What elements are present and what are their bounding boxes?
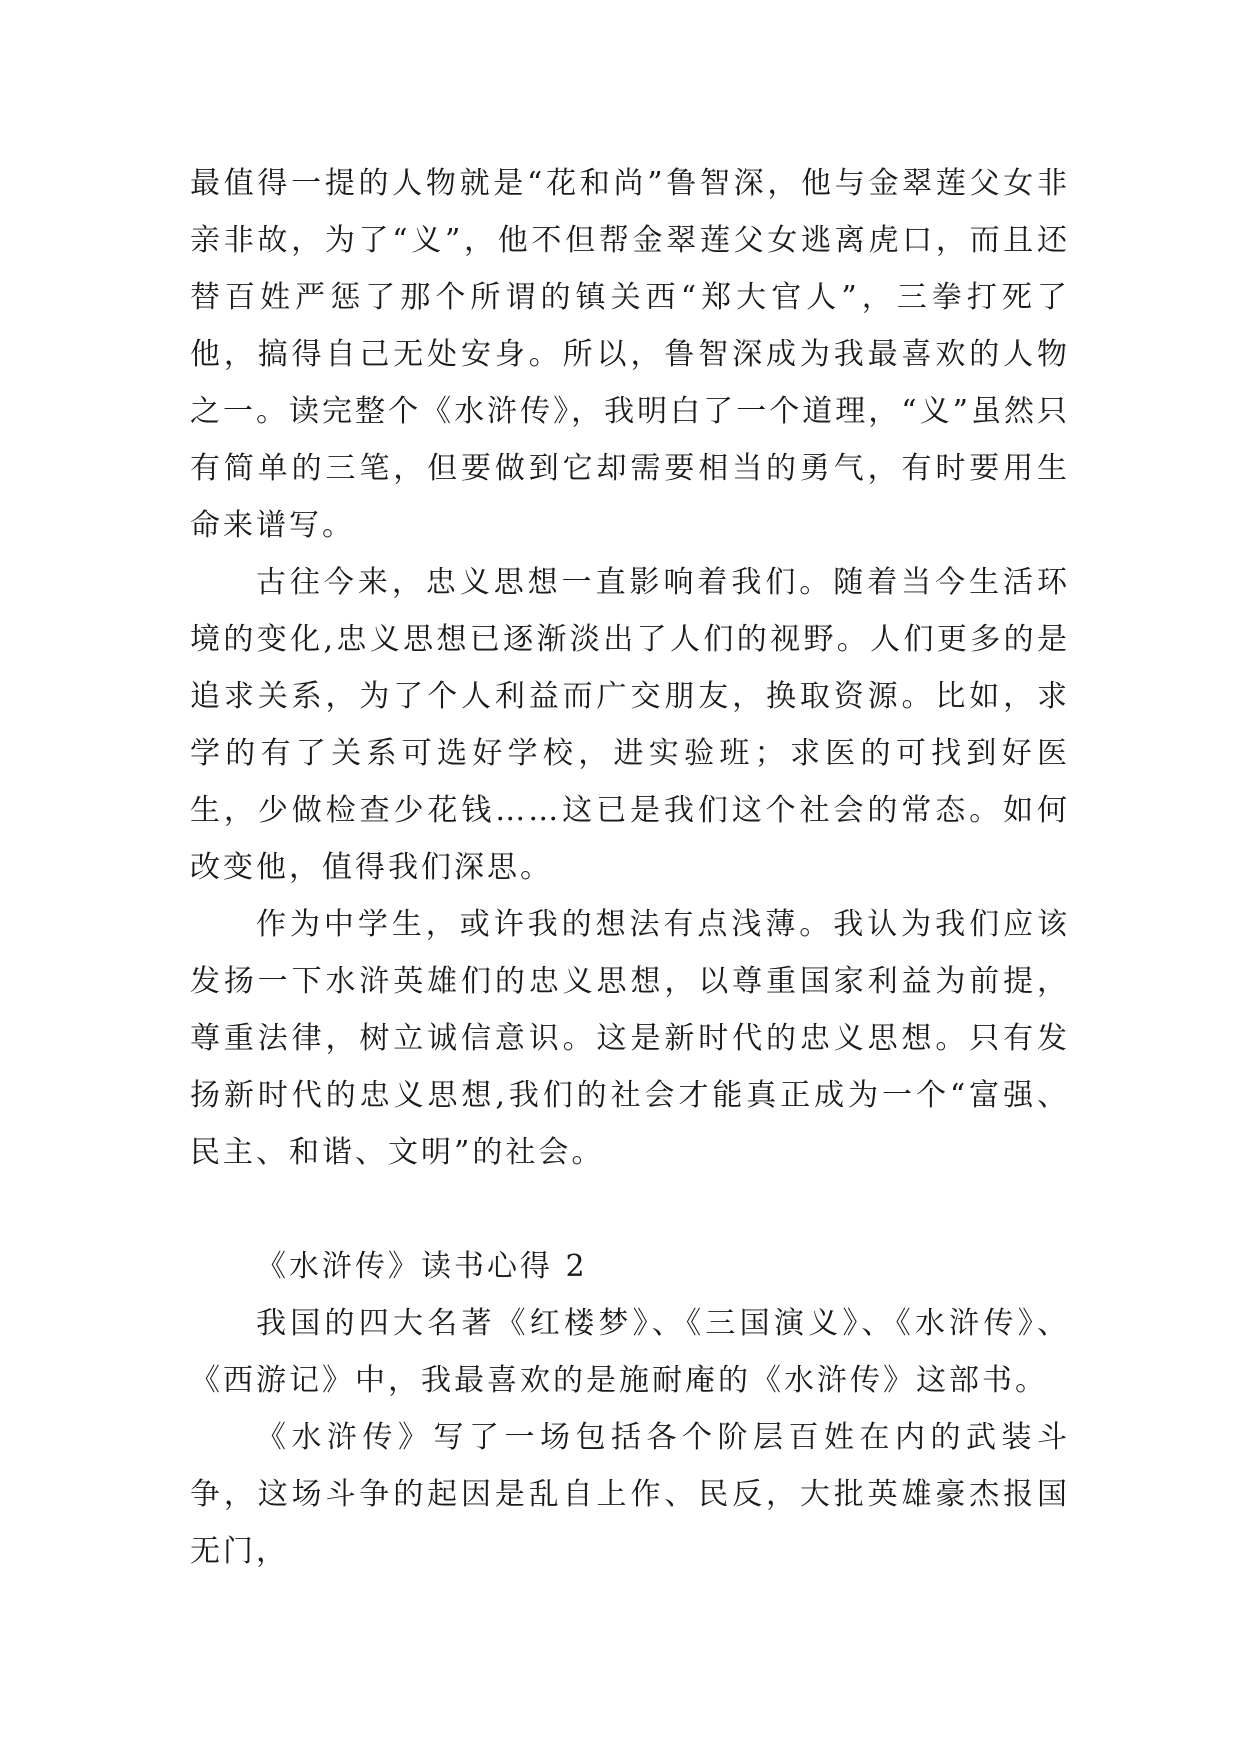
paragraph-four-classics: 我国的四大名著《红楼梦》、《三国演义》、《水浒传》、《西游记》中，我最喜欢的是施耐庵的《水浒传》这部书。 [190,1306,1070,1398]
paragraph-loyalty-thought: 古往今来，忠义思想一直影响着我们。随着当今生活环境的变化,忠义思想已逐渐淡出了人们的视野。人们更多的是追求关系，为了个人利益而广交朋友，换取资源。比如，求学的有了关系可选好学校，进实验班；求医的可找到好医生，少做检查少花钱……这已是我们这个社会的常态。如何改变他，值得我们深思。 [190,565,1070,885]
paragraph-armed-struggle: 《水浒传》写了一场包括各个阶层百姓在内的武装斗争，这场斗争的起因是乱自上作、民反，大批英雄豪杰报国无门， [190,1420,1070,1569]
section-spacer [190,1181,1070,1238]
paragraph-student-view: 作为中学生，或许我的想法有点浅薄。我认为我们应该发扬一下水浒英雄们的忠义思想，以尊重国家利益为前提，尊重法律，树立诚信意识。这是新时代的忠义思想。只有发扬新时代的忠义思想,我们的社会才能真正成为一个“富强、民主、和谐、文明”的社会。 [190,907,1070,1170]
document-body [190,155,1070,1580]
paragraph-lu-zhishen: 最值得一提的人物就是“花和尚”鲁智深，他与金翠莲父女非亲非故，为了“义”，他不但帮金翠莲父女逃离虎口，而且还替百姓严惩了那个所谓的镇关西“郑大官人”，三拳打死了他，搞得自己无处安身。所以，鲁智深成为我最喜欢的人物之一。读完整个《水浒传》，我明白了一个道理，“义”虽然只有简单的三笔，但要做到它却需要相当的勇气，有时要用生命来谱写。 [190,166,1070,543]
section-heading: 《水浒传》读书心得 2 [256,1249,588,1284]
